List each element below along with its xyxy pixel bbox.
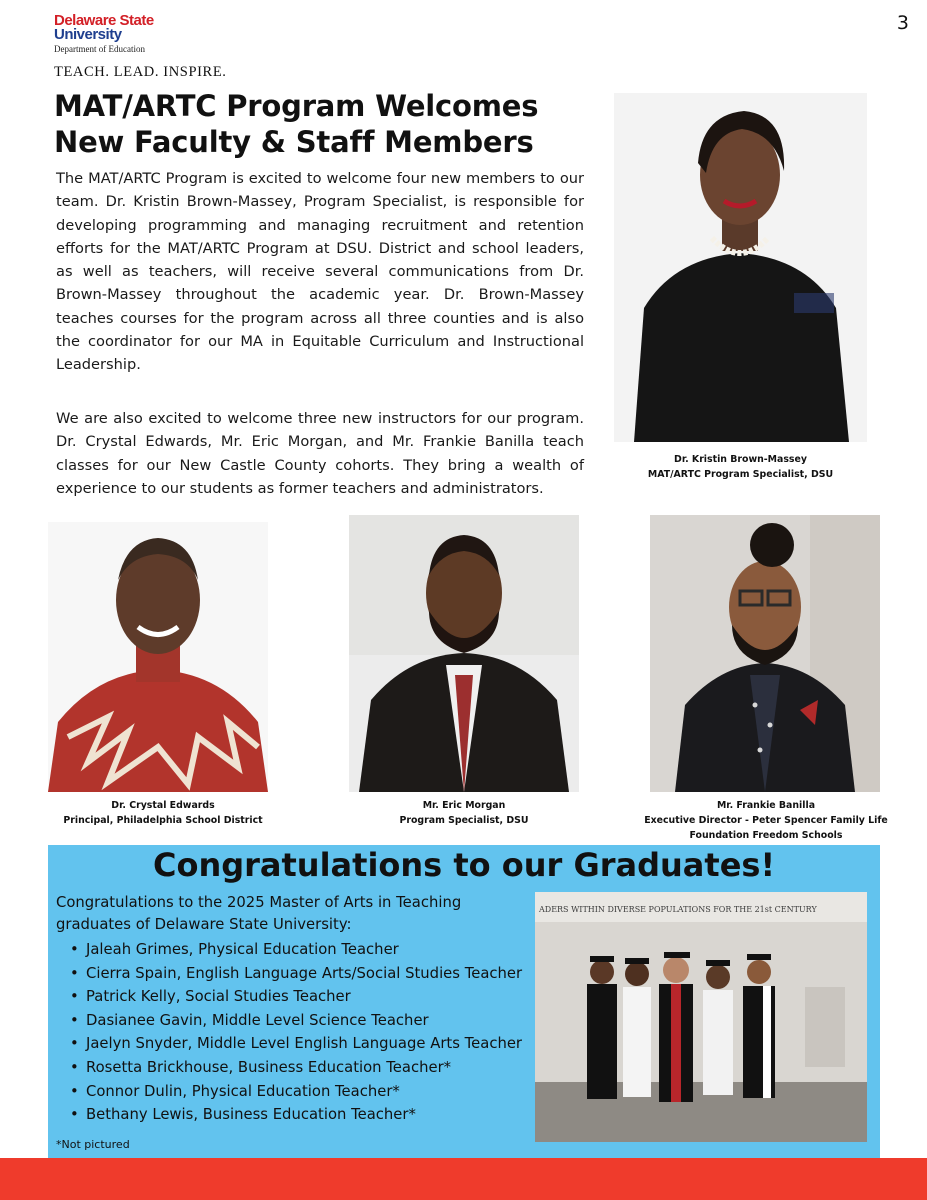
logo-line-3: Department of Education: [54, 44, 145, 54]
graduates-panel: [48, 845, 880, 1158]
photo-frankie-banilla: [650, 515, 880, 792]
dsu-logo: [54, 14, 174, 54]
caption-title-line-1: Executive Director - Peter Spencer Family Life: [644, 815, 888, 826]
list-item: • Bethany Lewis, Business Education Teacher*: [86, 1103, 522, 1127]
list-item: • Rosetta Brickhouse, Business Education Teacher*: [86, 1056, 522, 1080]
list-item: • Patrick Kelly, Social Studies Teacher: [86, 985, 522, 1009]
graduates-list: [56, 938, 522, 1127]
not-pictured-note: *Not pictured: [56, 1138, 130, 1151]
graduates-photo: [535, 892, 867, 1142]
banner-text: ADERS WITHIN DIVERSE POPULATIONS FOR THE 21st CENTURY: [539, 905, 817, 914]
photo-eric-morgan: [349, 515, 579, 792]
logo-line-1: Delaware State: [54, 12, 154, 29]
logo-line-2: University: [54, 26, 122, 43]
caption-name: Mr. Frankie Banilla: [716, 800, 816, 811]
page-number: 3: [896, 12, 909, 34]
tagline: TEACH. LEAD. INSPIRE.: [54, 64, 227, 80]
caption-frankie-banilla: [636, 798, 896, 843]
article-paragraph-2: We are also excited to welcome three new instructors for our program. Dr. Crystal Edwards, Mr. Eric Morgan, and Mr. Frankie Banilla teach classes for our New Castle County cohorts. They bring a wealth of experience to our students as former teachers and administrators.: [56, 410, 584, 497]
list-item: • Dasianee Gavin, Middle Level Science Teacher: [86, 1009, 522, 1033]
graduates-intro: Congratulations to the 2025 Master of Arts in Teaching graduates of Delaware State University:: [56, 894, 462, 933]
article-paragraph-1: The MAT/ARTC Program is excited to welcome four new members to our team. Dr. Kristin Brown-Massey, Program Specialist, is responsible for developing programming and managing recruitment and retention efforts for the MAT/ARTC Program at DSU. District and school leaders, as well as teachers, will receive several communications from Dr. Brown-Massey throughout the academic year. Dr. Brown-Massey teaches courses for the program across all three counties and is also the coordinator for our MA in Equitable Curriculum and Instructional Leadership.: [56, 170, 584, 374]
caption-eric-morgan: [349, 798, 579, 828]
list-item: • Connor Dulin, Physical Education Teacher*: [86, 1080, 522, 1104]
article-title-line-2: New Faculty & Staff Members: [54, 125, 534, 159]
caption-name: Dr. Crystal Edwards: [111, 800, 215, 811]
caption-crystal-edwards: [48, 798, 278, 828]
list-item: • Jaelyn Snyder, Middle Level English Language Arts Teacher: [86, 1032, 522, 1056]
graduates-heading: Congratulations to our Graduates!: [152, 846, 776, 884]
caption-name: Mr. Eric Morgan: [422, 800, 506, 811]
list-item: • Cierra Spain, English Language Arts/Social Studies Teacher: [86, 962, 522, 986]
caption-title-line-2: Foundation Freedom Schools: [689, 830, 843, 841]
caption-kristin-brown-massey: [614, 452, 867, 482]
list-item: • Jaleah Grimes, Physical Education Teacher: [86, 938, 522, 962]
photo-crystal-edwards: [48, 522, 268, 792]
caption-title: MAT/ARTC Program Specialist, DSU: [647, 469, 834, 480]
caption-name: Dr. Kristin Brown-Massey: [674, 454, 807, 465]
photo-kristin-brown-massey: [614, 93, 867, 442]
article-title: [54, 88, 614, 160]
caption-title: Program Specialist, DSU: [399, 815, 529, 826]
caption-title: Principal, Philadelphia School District: [63, 815, 263, 826]
article-title-line-1: MAT/ARTC Program Welcomes: [54, 89, 539, 123]
footer-bar: [0, 1158, 927, 1200]
